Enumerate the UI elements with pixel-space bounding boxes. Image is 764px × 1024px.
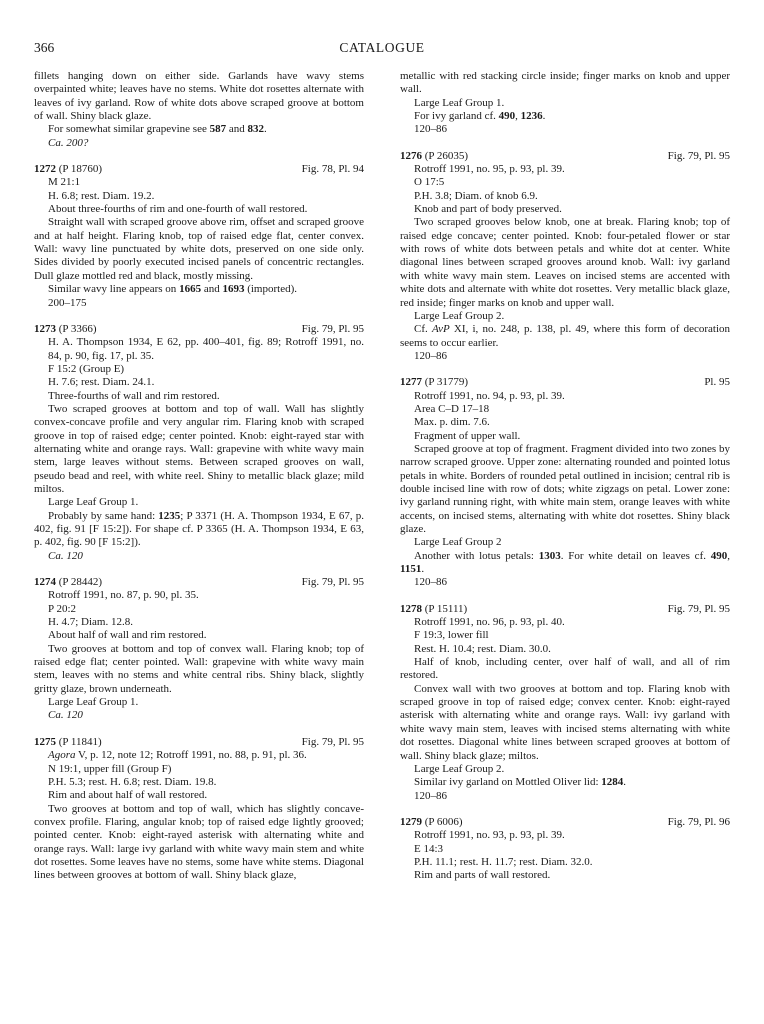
inventory-number: (P 11841) bbox=[56, 735, 102, 748]
date: Ca. 120 bbox=[48, 709, 83, 722]
entry-heading bbox=[34, 736, 364, 749]
entry-heading bbox=[34, 323, 364, 336]
deposit: P 20:2 bbox=[48, 602, 77, 615]
date: 120–86 bbox=[414, 123, 447, 136]
description: Two scraped grooves below knob, one at break. Flaring knob; top of raised edge concave; center pointed. Knob: four-petaled flower or star with rows of white dots between petals and white dot at center. White diagonal lines between scraped grooves around knob. Wall: ivy garland with white wavy main stem. Leaves on incised stems are accented with white dots and alternate with white dot rosettes. Very metallic black glaze, red inside; finger marks on knob and upper wall. bbox=[400, 216, 730, 309]
paragraph: metallic with red stacking circle inside; finger marks on knob and upper wall. bbox=[400, 70, 730, 96]
dimensions: P.H. 5.3; rest. H. 6.8; rest. Diam. 19.8. bbox=[48, 775, 217, 788]
left-column bbox=[34, 70, 364, 883]
figure-reference: Fig. 79, Pl. 95 bbox=[667, 149, 730, 162]
figure-reference: Fig. 79, Pl. 96 bbox=[667, 815, 730, 828]
dimensions: Rest. H. 10.4; rest. Diam. 30.0. bbox=[414, 642, 551, 655]
comparanda: Cf. AvP XI, i, no. 248, p. 138, pl. 49, where this form of decoration seems to occur earlier. bbox=[400, 323, 731, 349]
date: 120–86 bbox=[414, 576, 447, 589]
page-number: 366 bbox=[34, 40, 55, 55]
entry-number: 1276 bbox=[400, 149, 422, 162]
deposit: N 19:1, upper fill (Group F) bbox=[48, 762, 172, 775]
entry-heading bbox=[400, 603, 730, 616]
catalogue-entry-1278 bbox=[400, 603, 730, 803]
entry-heading bbox=[34, 163, 364, 176]
inventory-number: (P 15111) bbox=[422, 602, 468, 615]
inventory-number: (P 28442) bbox=[56, 576, 103, 589]
date: Ca. 120 bbox=[48, 549, 83, 562]
workshop-group: Large Leaf Group 2 bbox=[414, 536, 502, 549]
running-head: CATALOGUE bbox=[339, 40, 425, 55]
dimensions: P.H. 11.1; rest. H. 11.7; rest. Diam. 32.0. bbox=[414, 855, 593, 868]
inventory-number: (P 31779) bbox=[422, 376, 469, 389]
condition: Three-fourths of wall and rim restored. bbox=[48, 389, 220, 402]
date: 200–175 bbox=[48, 296, 87, 309]
deposit: M 21:1 bbox=[48, 176, 81, 189]
figure-reference: Fig. 79, Pl. 95 bbox=[301, 735, 364, 748]
description: Two grooves at bottom and top of wall, which has slightly concave-convex profile. Flaring, angular knob; top of raised edge lightly grooved; pointed center. Knob: eight-rayed asterisk with alternating white and orange rays. Wall: large ivy garland with white wavy main stem and white dot rosettes. Some leaves have no stems, some have white stems. Diagonal lines between grooves at bottom of wall. Shiny black glaze, bbox=[34, 802, 364, 882]
entry-number: 1277 bbox=[400, 376, 422, 389]
dimensions: H. 7.6; rest. Diam. 24.1. bbox=[48, 376, 155, 389]
bibliography: Rotroff 1991, no. 95, p. 93, pl. 39. bbox=[414, 163, 565, 176]
date: 120–86 bbox=[414, 349, 447, 362]
entry-number: 1275 bbox=[34, 735, 56, 748]
entry-number: 1279 bbox=[400, 815, 422, 828]
catalogue-entry-1274 bbox=[34, 576, 364, 723]
inventory-number: (P 3366) bbox=[56, 322, 97, 335]
condition: Knob and part of body preserved. bbox=[414, 203, 562, 216]
entry-heading bbox=[400, 816, 730, 829]
dimensions: H. 4.7; Diam. 12.8. bbox=[48, 616, 133, 629]
comparanda: For somewhat similar grapevine see 587 and 832. bbox=[48, 123, 267, 136]
condition: Fragment of upper wall. bbox=[414, 429, 521, 442]
entry-number: 1272 bbox=[34, 163, 56, 176]
description: Convex wall with two grooves at bottom and top. Flaring knob with scraped groove in top of raised edge; convex center. Knob: eight-rayed asterisk with alternating white and orange rays. Wall: ivy garland with white wavy main stem, leaves with incised stems alternating with white dot rosettes. Diagonal white lines between scraped grooves at bottom of wall. Shiny black glaze; miltos. bbox=[400, 682, 730, 762]
paragraph: fillets hanging down on either side. Garlands have wavy stems overpainted white; leaves have no stems. White dot rosettes alternate with leaves of ivy garland. Row of white dots above scraped groove at bottom of wall. Shiny black glaze. bbox=[34, 70, 364, 123]
condition: Half of knob, including center, over half of wall, and all of rim restored. bbox=[400, 656, 730, 682]
figure-reference: Pl. 95 bbox=[704, 376, 730, 389]
page-header bbox=[34, 40, 730, 60]
comparanda: Another with lotus petals: 1303. For white detail on leaves cf. 490, 1151. bbox=[400, 549, 730, 576]
workshop-group: Large Leaf Group 1. bbox=[48, 696, 139, 709]
figure-reference: Fig. 79, Pl. 95 bbox=[301, 576, 364, 589]
entry-heading bbox=[400, 376, 730, 389]
dimensions: H. 6.8; rest. Diam. 19.2. bbox=[48, 189, 155, 202]
condition: About half of wall and rim restored. bbox=[48, 629, 207, 642]
comparanda: For ivy garland cf. 490, 1236. bbox=[414, 110, 546, 123]
description: Two grooves at bottom and top of convex wall. Flaring knob; top of raised edge flat; center pointed. Wall: grapevine with white wavy main stem, leaves with no stems and white central ribs. Shiny black, slightly gritty glaze, brown underneath. bbox=[34, 642, 364, 695]
catalogue-entry-1277 bbox=[400, 376, 730, 590]
inventory-number: (P 26035) bbox=[422, 149, 469, 162]
entry-number: 1274 bbox=[34, 576, 56, 589]
entry-heading bbox=[34, 576, 364, 589]
condition: Rim and parts of wall restored. bbox=[414, 869, 551, 882]
dimensions: P.H. 3.8; Diam. of knob 6.9. bbox=[414, 189, 538, 202]
description: Two scraped grooves at bottom and top of wall. Wall has slightly convex-concave profile and very angular rim. Flaring knob with scraped groove in top of raised edge; center pointed. Knob: eight-rayed star with alternating white and orange rays. Wall: grapevine with white wavy main stem, large leaves without stems. Between scraped grooves on wall, pseudo bead and reel, with white reel. Shiny to metallic black glaze; mild miltos. bbox=[34, 402, 364, 495]
dimensions: Max. p. dim. 7.6. bbox=[414, 416, 490, 429]
inventory-number: (P 6006) bbox=[422, 815, 463, 828]
catalogue-entry-1276 bbox=[400, 150, 730, 364]
bibliography: Rotroff 1991, no. 96, p. 93, pl. 40. bbox=[414, 616, 565, 629]
figure-reference: Fig. 79, Pl. 95 bbox=[301, 322, 364, 335]
entry-number: 1273 bbox=[34, 322, 56, 335]
date: 120–86 bbox=[414, 789, 447, 802]
entry-heading bbox=[400, 150, 730, 163]
workshop-group: Large Leaf Group 1. bbox=[48, 496, 139, 509]
bibliography: Agora V, p. 12, note 12; Rotroff 1991, no. 88, p. 91, pl. 36. bbox=[48, 749, 307, 762]
inventory-number: (P 18760) bbox=[56, 163, 103, 176]
comparanda: Probably by same hand: 1235; P 3371 (H. A. Thompson 1934, E 67, p. 402, fig. 91 [F 15:2]). For shape cf. P 3365 (H. A. Thompson 1934, E 63, p. 402, fig. 90 [F 15:2]). bbox=[34, 509, 364, 549]
entry-number: 1278 bbox=[400, 602, 422, 615]
description: Straight wall with scraped groove above rim, offset and scraped groove and at half height. Flaring knob, top of raised edge flat, center convex. Wall: wavy line punctuated by white dots, preserved on one side only. Sides divided by poorly executed incised panels of concentric rectangles. Dull glaze mottled red and black, mostly missing. bbox=[34, 216, 364, 282]
workshop-group: Large Leaf Group 2. bbox=[414, 309, 505, 322]
catalogue-entry-1279 bbox=[400, 816, 730, 883]
catalogue-entry-1273 bbox=[34, 323, 364, 563]
condition: Rim and about half of wall restored. bbox=[48, 789, 208, 802]
right-column bbox=[400, 70, 730, 883]
catalogue-entry-1275 bbox=[34, 736, 364, 883]
comparanda: Similar wavy line appears on 1665 and 1693 (imported). bbox=[48, 283, 297, 296]
catalogue-entry-1272 bbox=[34, 163, 364, 310]
comparanda: Similar ivy garland on Mottled Oliver lid: 1284. bbox=[414, 776, 627, 789]
bibliography: Rotroff 1991, no. 87, p. 90, pl. 35. bbox=[48, 589, 199, 602]
deposit: Area C–D 17–18 bbox=[414, 402, 490, 415]
figure-reference: Fig. 79, Pl. 95 bbox=[667, 602, 730, 615]
deposit: F 15:2 (Group E) bbox=[48, 362, 125, 375]
condition: About three-fourths of rim and one-fourth of wall restored. bbox=[48, 203, 308, 216]
deposit: E 14:3 bbox=[414, 842, 444, 855]
bibliography: Rotroff 1991, no. 94, p. 93, pl. 39. bbox=[414, 389, 565, 402]
description: Scraped groove at top of fragment. Fragment divided into two zones by narrow scraped groove. Upper zone: alternating rounded and pointed lotus petals in white. Borders of rounded petal outlined in incision; central rib is double incised line with row of dots; white zigzags on petal. Lower zone: ivy garland running right, with white main stem, orange leaves with white accents, on incised stems, alternating with white dot rosettes. Shiny black glaze. bbox=[400, 442, 730, 535]
workshop-group: Large Leaf Group 2. bbox=[414, 762, 505, 775]
bibliography: H. A. Thompson 1934, E 62, pp. 400–401, fig. 89; Rotroff 1991, no. 84, p. 90, fig. 17, pl. 35. bbox=[48, 336, 364, 362]
bibliography: Rotroff 1991, no. 93, p. 93, pl. 39. bbox=[414, 829, 565, 842]
deposit: O 17:5 bbox=[414, 176, 445, 189]
date: Ca. 200? bbox=[48, 136, 89, 149]
figure-reference: Fig. 78, Pl. 94 bbox=[301, 163, 364, 176]
deposit: F 19:3, lower fill bbox=[414, 629, 489, 642]
workshop-group: Large Leaf Group 1. bbox=[414, 96, 505, 109]
